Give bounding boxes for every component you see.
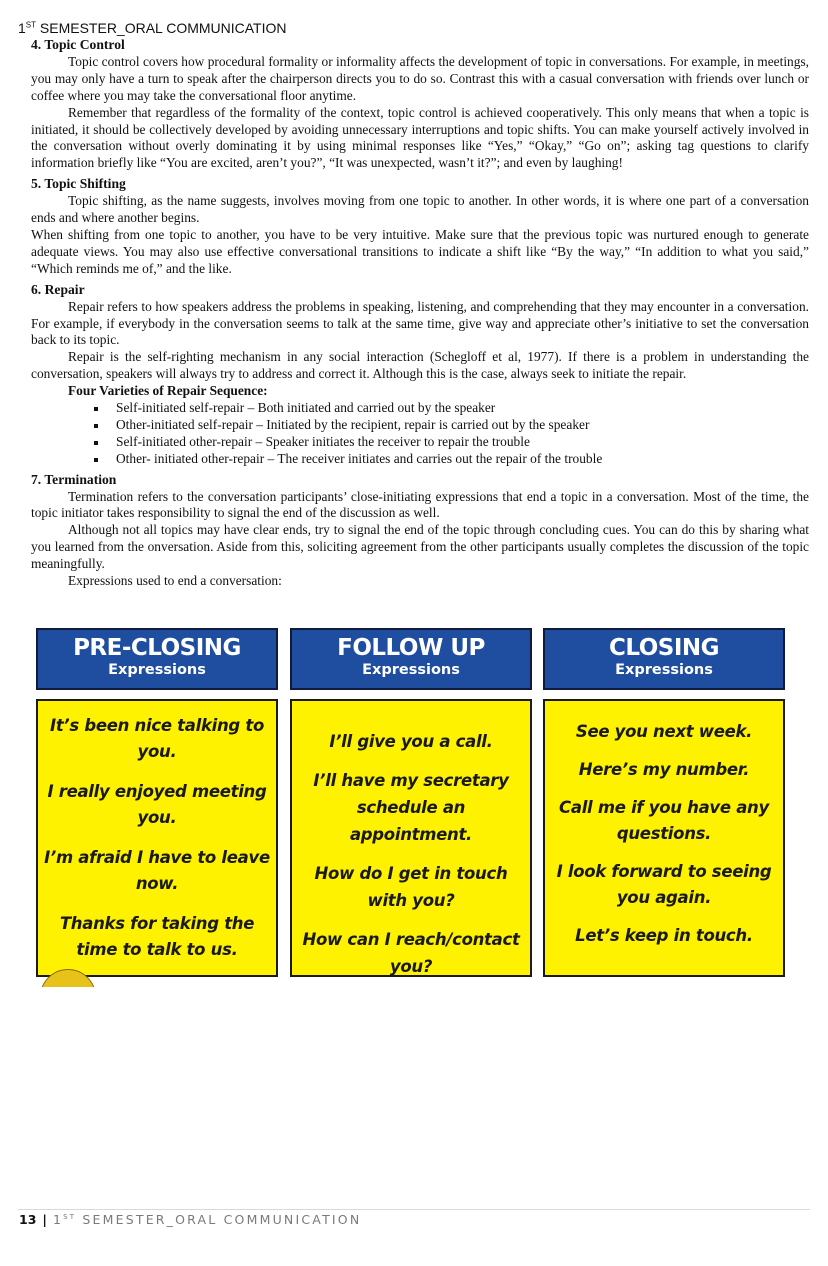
- page-number: 13: [19, 1212, 37, 1227]
- school-seal-icon: [40, 969, 98, 987]
- expression-item: How can I reach/contact you?: [302, 930, 520, 976]
- expression-item: Let’s keep in touch.: [575, 926, 753, 945]
- termination-paragraph-3: Expressions used to end a conversation:: [68, 573, 282, 589]
- list-item: Other- initiated other-repair – The receiver initiates and carries out the repair of the trouble: [116, 451, 809, 468]
- termination-paragraph-2: Although not all topics may have clear ends, try to signal the end of the topic through concluding cues. You can do this by sharing what you learned from the onversation. Aside from this, soliciting agreement from the other participants usually completes the discussion of the topic meaningfully.: [31, 522, 809, 572]
- expression-item: I’m afraid I have to leave now.: [44, 848, 270, 893]
- list-item: Self-initiated self-repair – Both initiated and carried out by the speaker: [116, 400, 809, 417]
- topic-control-paragraph-1: Topic control covers how procedural formality or informality affects the development of topic in conversations. For example, in meetings, you may only have a turn to speak after the chairperson directs you to do so. Contrast this with a casual conversation with friends over lunch or coffee where you may take the conversational floor anytime.: [31, 53, 809, 103]
- header-ordinal-suffix: ST: [25, 20, 37, 30]
- termination-heading: 7. Termination: [31, 471, 117, 487]
- document-body: [31, 37, 809, 590]
- topic-shifting-paragraph-2: When shifting from one topic to another, you have to be very intuitive. Make sure that the previous topic was nurtured enough to generate adequate views. You may also use effective conversational transitions to indicate a shift like “By the way,” “In addition to what you said,” “Which reminds me of,” and the like.: [31, 226, 809, 276]
- page-header: [18, 20, 287, 36]
- closing-header: [543, 628, 785, 690]
- expression-item: Call me if you have any questions.: [559, 798, 769, 843]
- topic-shifting-paragraph-1: Topic shifting, as the name suggests, involves moving from one topic to another. In other words, it is where one part of a conversation ends and where another begins.: [31, 193, 809, 226]
- closing-column: [543, 628, 785, 945]
- repair-paragraph-2: Repair is the self-righting mechanism in any social interaction (Schegloff et al, 1977). If there is a problem in understanding the conversation, speakers will always try to address and correct it. Although this is the case, always seek to initiate the repair.: [31, 349, 809, 382]
- header-ordinal: 1: [18, 20, 26, 36]
- pre-closing-expressions: [36, 699, 278, 977]
- follow-up-header: [290, 628, 532, 690]
- pre-closing-column: [36, 628, 278, 959]
- pre-closing-subtitle: Expressions: [108, 662, 206, 678]
- footer-ordinal: 1: [52, 1212, 64, 1227]
- footer-title: SEMESTER_ORAL COMMUNICATION: [76, 1212, 362, 1227]
- follow-up-column: [290, 628, 532, 976]
- topic-control-paragraph-2: Remember that regardless of the formality of the context, topic control is achieved cooperatively. This only means that when a topic is initiated, it should be collectively developed by avoiding unnecessary interruptions and topic shifts. You can make yourself actively involved in the conversation without overly dominating it by using minimal responses like “Yes,” “Okay,” “Go on”; asking tag questions to clarify information briefly like “You are excited, aren’t you?”, “It was unexpected, wasn’t it?”; and even by laughing!: [31, 104, 809, 171]
- list-item: Self-initiated other-repair – Speaker initiates the receiver to repair the trouble: [116, 434, 809, 451]
- follow-up-title: FOLLOW UP: [337, 635, 485, 661]
- expression-item: I really enjoyed meeting you.: [47, 782, 267, 827]
- expression-item: Here’s my number.: [578, 760, 750, 779]
- pre-closing-header: [36, 628, 278, 690]
- expression-item: I’ll give you a call.: [329, 732, 493, 751]
- repair-paragraph-1: Repair refers to how speakers address the problems in speaking, listening, and comprehending that they may encounter in a conversation. For example, if everybody in the conversation seems to talk at the same time, give way and appreciate other’s initiative to set the conversation back to its topic.: [31, 298, 809, 348]
- footer-ordinal-suffix: ST: [63, 1212, 77, 1221]
- closing-expressions: [543, 699, 785, 977]
- expression-item: It’s been nice talking to you.: [50, 716, 264, 761]
- expression-item: See you next week.: [575, 722, 753, 741]
- footer-divider: [18, 1209, 810, 1210]
- list-item: Other-initiated self-repair – Initiated by the recipient, repair is carried out by the speaker: [116, 417, 809, 434]
- repair-varieties-list: [31, 400, 809, 468]
- repair-heading: 6. Repair: [31, 281, 85, 297]
- termination-paragraph-1: Termination refers to the conversation participants’ close-initiating expressions that end a topic in a conversation. Most of the time, the topic initiator takes responsibility to signal the end of the discussion as well.: [31, 488, 809, 521]
- repair-varieties-subheading: Four Varieties of Repair Sequence:: [68, 383, 268, 399]
- expressions-infographic: [36, 628, 784, 980]
- expression-item: I look forward to seeing you again.: [556, 862, 772, 907]
- topic-shifting-heading: 5. Topic Shifting: [31, 176, 126, 192]
- follow-up-subtitle: Expressions: [362, 662, 460, 678]
- follow-up-expressions: [290, 699, 532, 977]
- closing-title: CLOSING: [608, 635, 720, 661]
- page-footer: [19, 1212, 361, 1227]
- expression-item: How do I get in touch with you?: [314, 864, 508, 910]
- expression-item: I’ll have my secretary schedule an appointment.: [313, 771, 509, 844]
- topic-control-heading: 4. Topic Control: [31, 37, 125, 52]
- header-title: SEMESTER_ORAL COMMUNICATION: [36, 20, 287, 36]
- pre-closing-title: PRE-CLOSING: [73, 635, 241, 661]
- closing-subtitle: Expressions: [615, 662, 713, 678]
- expression-item: Thanks for taking the time to talk to us.: [59, 914, 255, 959]
- footer-separator: |: [42, 1212, 47, 1227]
